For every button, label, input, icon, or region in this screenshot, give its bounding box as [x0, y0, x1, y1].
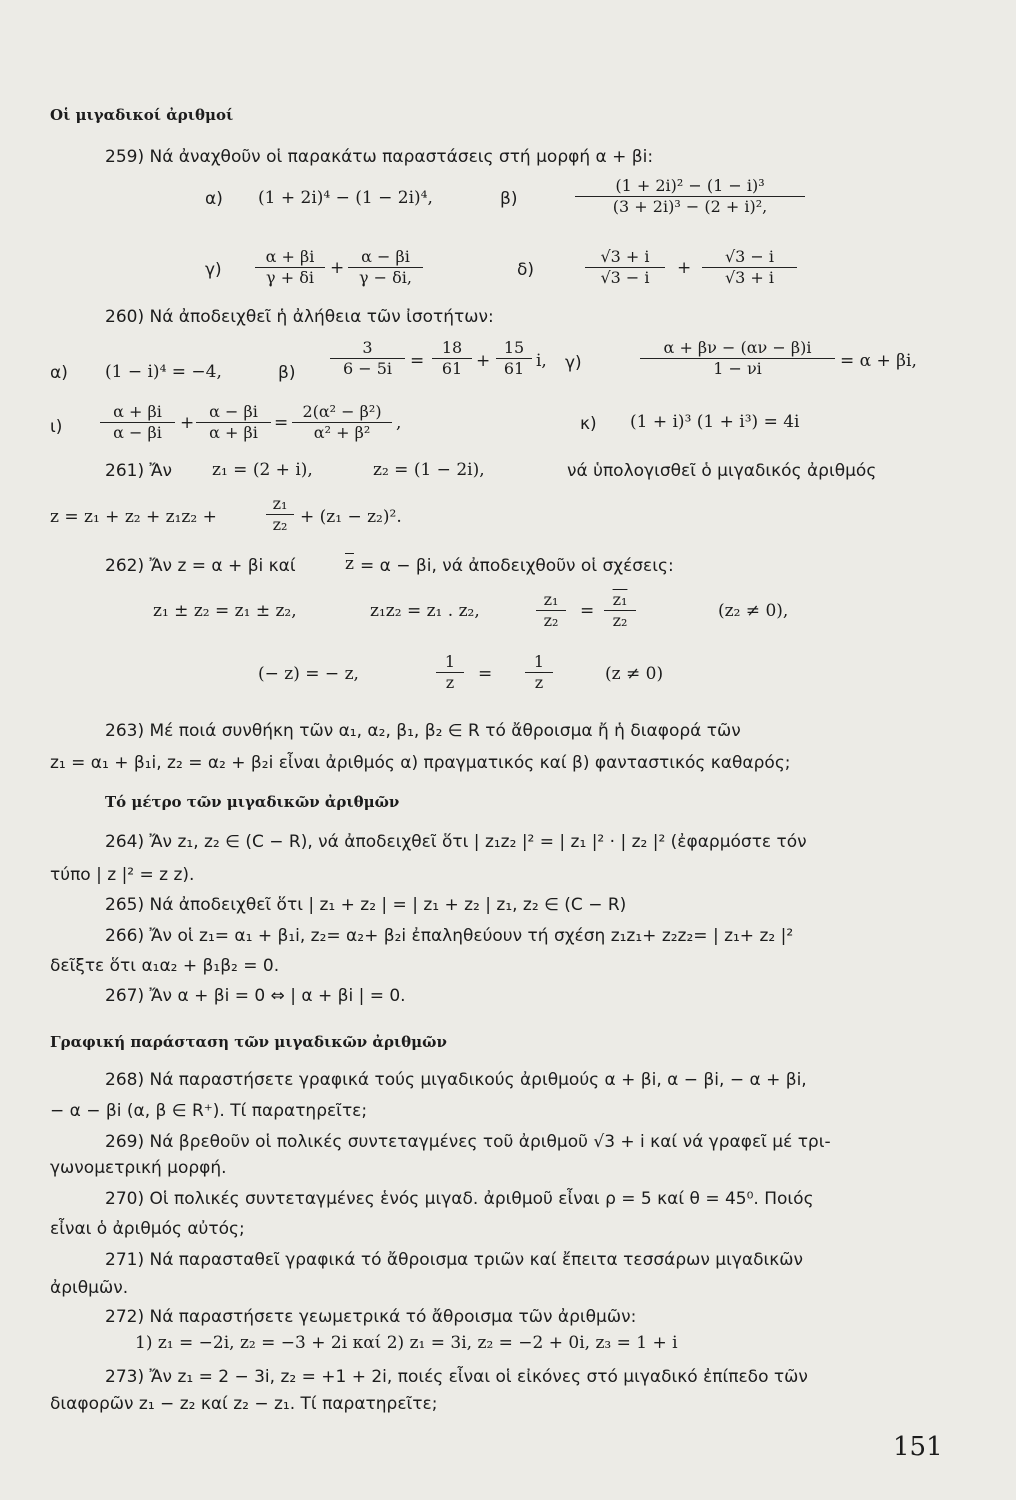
exercise-260-g-fraction [640, 338, 835, 379]
exercise-260-a-label: α) [50, 363, 68, 383]
exercise-260-i-fraction-2 [196, 402, 271, 443]
exercise-263-line2: z₁ = α₁ + β₁i, z₂ = α₂ + β₂i εἶναι ἀριθμός α) πραγματικός καί β) φανταστικός καθαρός; [50, 753, 791, 773]
fraction-numerator: √3 − i [702, 247, 797, 268]
equals-sign: = [478, 664, 493, 684]
plus-sign: + [476, 351, 491, 371]
exercise-262-relation-4: (− z) = − z, [258, 664, 359, 684]
exercise-262-intro-b: = α − βi, νά ἀποδειχθοῦν οἱ σχέσεις: [360, 556, 674, 576]
fraction-denominator: z₂ [543, 611, 559, 630]
exercise-260-i-label: ι) [50, 417, 63, 437]
exercise-271-line1: 271) Νά παρασταθεῖ γραφικά τό ἄθροισμα τριῶν καί ἔπειτα τεσσάρων μιγαδικῶν [105, 1250, 804, 1270]
exercise-260-b-fraction-3 [496, 338, 532, 379]
fraction-numerator: 1 [525, 652, 553, 673]
exercise-261-line1-c: z₂ = (1 − 2i), [373, 460, 485, 480]
exercise-260-b-fraction-1 [330, 338, 405, 379]
exercise-260-g-label: γ) [565, 353, 582, 373]
exercise-268-line1: 268) Νά παραστήσετε γραφικά τούς μιγαδικούς ἀριθμούς α + βi, α − βi, − α + βi, [105, 1070, 807, 1090]
exercise-260-i-fraction-3 [292, 402, 392, 443]
fraction-denominator: √3 − i [600, 268, 650, 287]
fraction-denominator: α² + β² [313, 423, 371, 442]
fraction-numerator: (1 + 2i)² − (1 − i)³ [575, 176, 805, 197]
exercise-268-line2: − α − βi (α, β ∈ R⁺). Τί παρατηρεῖτε; [50, 1101, 368, 1121]
exercise-261-fraction [266, 494, 294, 535]
fraction-denominator: γ + δi [266, 268, 314, 287]
exercise-264-line2: τύπο | z |² = z z). [50, 865, 195, 885]
exercise-261-line1-d: νά ὑπολογισθεῖ ὁ μιγαδικός ἀριθμός [567, 461, 877, 481]
exercise-260-a-expr: (1 − i)⁴ = −4, [105, 362, 222, 382]
exercise-260-g-tail: = α + βi, [840, 351, 917, 371]
equals-sign: = [580, 601, 595, 621]
fraction-numerator: 2(α² − β²) [292, 402, 392, 423]
fraction-denominator: 61 [503, 359, 525, 378]
exercise-263-line1: 263) Μέ ποιά συνθήκη τῶν α₁, α₂, β₁, β₂ ∈ R τό ἄθροισμα ἤ ἡ διαφορά τῶν [105, 721, 741, 741]
fraction-denominator: z [445, 673, 455, 692]
exercise-270-line1: 270) Οἱ πολικές συντεταγμένες ἑνός μιγαδ. ἀριθμοῦ εἶναι ρ = 5 καί θ = 45⁰. Ποιός [105, 1189, 814, 1209]
exercise-261-line1-a: 261) Ἄν [105, 461, 173, 481]
exercise-270-line2: εἶναι ὁ ἀριθμός αὐτός; [50, 1219, 245, 1239]
exercise-260-k-label: κ) [580, 414, 597, 434]
exercise-260-i-tail: , [396, 413, 402, 433]
section-heading-graphical: Γραφική παράσταση τῶν μιγαδικῶν ἀριθμῶν [50, 1033, 447, 1051]
exercise-259-c-label: γ) [205, 260, 222, 280]
exercise-271-line2: ἀριθμῶν. [50, 1278, 129, 1298]
section-heading-complex-numbers: Οἱ μιγαδικοί ἀριθμοί [50, 106, 234, 124]
plus-sign: + [677, 258, 692, 278]
exercise-262-fraction-2 [604, 590, 636, 631]
fraction-numerator: z₁ [604, 590, 636, 611]
exercise-266-line2: δεῖξτε ὅτι α₁α₂ + β₁β₂ = 0. [50, 956, 280, 976]
exercise-262-fraction-3 [436, 652, 464, 693]
exercise-259-c-fraction-1 [255, 247, 325, 288]
fraction-numerator: α + βν − (αν − β)i [640, 338, 835, 359]
fraction-denominator: √3 + i [724, 268, 775, 287]
exercise-260-k-expr: (1 + i)³ (1 + i³) = 4i [630, 412, 800, 432]
fraction-numerator: 15 [496, 338, 532, 359]
exercise-259-c-fraction-2 [348, 247, 423, 288]
z-conjugate: $\overline{z}$ [345, 554, 354, 574]
fraction-denominator: 1 − νi [713, 359, 762, 378]
exercise-260-b-fraction-2 [432, 338, 472, 379]
fraction-denominator: 6 − 5i [342, 359, 393, 378]
exercise-262-condition-2: (z ≠ 0) [605, 664, 664, 684]
fraction-numerator: √3 + i [585, 247, 665, 268]
fraction-numerator: z₁ [266, 494, 294, 515]
equals-sign: = [274, 413, 289, 433]
fraction-denominator: (3 + 2i)³ − (2 + i)², [612, 197, 768, 216]
fraction-numerator: α − βi [196, 402, 271, 423]
exercise-264-line1: 264) Ἄν z₁, z₂ ∈ (C − R), νά ἀποδειχθεῖ ὅτι | z₁z₂ |² = | z₁ |² · | z₂ |² (ἐφαρμόστε τόν [105, 832, 807, 852]
fraction-numerator: 18 [432, 338, 472, 359]
exercise-260-i-fraction-1 [100, 402, 175, 443]
exercise-262-relation-1: z₁ ± z₂ = z₁ ± z₂, [153, 601, 297, 621]
fraction-denominator: 61 [441, 359, 463, 378]
exercise-259-b-fraction [575, 176, 805, 217]
fraction-numerator: 3 [330, 338, 405, 359]
plus-sign: + [330, 258, 345, 278]
exercise-267-line1: 267) Ἄν α + βi = 0 ⇔ | α + βi | = 0. [105, 986, 406, 1006]
exercise-262-intro-a: 262) Ἄν z = α + βi καί [105, 556, 296, 576]
fraction-denominator: γ − δi, [359, 268, 412, 287]
exercise-269-line1: 269) Νά βρεθοῦν οἱ πολικές συντεταγμένες τοῦ ἀριθμοῦ √3 + i καί νά γραφεῖ μέ τρι- [105, 1132, 831, 1152]
exercise-273-line2: διαφορῶν z₁ − z₂ καί z₂ − z₁. Τί παρατηρεῖτε; [50, 1394, 438, 1414]
exercise-273-line1: 273) Ἄν z₁ = 2 − 3i, z₂ = +1 + 2i, ποιές εἶναι οἱ εἰκόνες στό μιγαδικό ἐπίπεδο τῶν [105, 1367, 808, 1387]
plus-sign: + [180, 413, 195, 433]
exercise-261-line1-b: z₁ = (2 + i), [212, 460, 313, 480]
equals-sign: = [410, 351, 425, 371]
exercise-261-line2-b: + (z₁ − z₂)². [300, 507, 402, 527]
fraction-numerator: α + βi [255, 247, 325, 268]
fraction-numerator: α + βi [100, 402, 175, 423]
exercise-262-fraction-4 [525, 652, 553, 693]
exercise-269-line2: γωνομετρική μορφή. [50, 1158, 227, 1178]
fraction-numerator: 1 [436, 652, 464, 673]
fraction-denominator: z₂ [272, 515, 288, 534]
exercise-272-line1: 272) Νά παραστήσετε γεωμετρικά τό ἄθροισμα τῶν ἀριθμῶν: [105, 1307, 637, 1327]
exercise-259-b-label: β) [500, 189, 518, 209]
exercise-259-d-fraction-1 [585, 247, 665, 288]
exercise-260-b-label: β) [278, 363, 296, 383]
exercise-259-d-label: δ) [517, 260, 535, 280]
exercise-260-intro: 260) Νά ἀποδειχθεῖ ἡ ἀλήθεια τῶν ἰσοτήτων: [105, 307, 494, 327]
exercise-266-line1: 266) Ἄν οἱ z₁= α₁ + β₁i, z₂= α₂+ β₂i ἐπαληθεύουν τή σχέση z₁z₁+ z₂z₂= | z₁+ z₂ |² [105, 926, 794, 946]
fraction-numerator: α − βi [348, 247, 423, 268]
fraction-denominator: z₂ [612, 611, 628, 630]
fraction-denominator: α + βi [209, 423, 258, 442]
exercise-259-d-fraction-2 [702, 247, 797, 288]
exercise-262-relation-2: z₁z₂ = z₁ . z₂, [370, 601, 480, 621]
section-heading-modulus: Τό μέτρο τῶν μιγαδικῶν ἀριθμῶν [105, 793, 400, 811]
exercise-262-fraction-1 [536, 590, 566, 631]
fraction-numerator: z₁ [536, 590, 566, 611]
page-number: 151 [893, 1432, 943, 1462]
exercise-272-line2: 1) z₁ = −2i, z₂ = −3 + 2i καί 2) z₁ = 3i, z₂ = −2 + 0i, z₃ = 1 + i [135, 1333, 678, 1353]
exercise-265-line1: 265) Νά ἀποδειχθεῖ ὅτι | z₁ + z₂ | = | z₁ + z₂ | z₁, z₂ ∈ (C − R) [105, 895, 627, 915]
fraction-denominator: z [534, 673, 544, 692]
exercise-259-intro: 259) Νά ἀναχθοῦν οἱ παρακάτω παραστάσεις στή μορφή α + βi: [105, 147, 654, 167]
exercise-261-line2-a: z = z₁ + z₂ + z₁z₂ + [50, 507, 217, 527]
exercise-259-a-expr: (1 + 2i)⁴ − (1 − 2i)⁴, [258, 188, 433, 208]
fraction-denominator: α − βi [113, 423, 162, 442]
exercise-260-b-tail: i, [536, 351, 547, 371]
exercise-262-condition-1: (z₂ ≠ 0), [718, 601, 789, 621]
exercise-259-a-label: α) [205, 189, 223, 209]
